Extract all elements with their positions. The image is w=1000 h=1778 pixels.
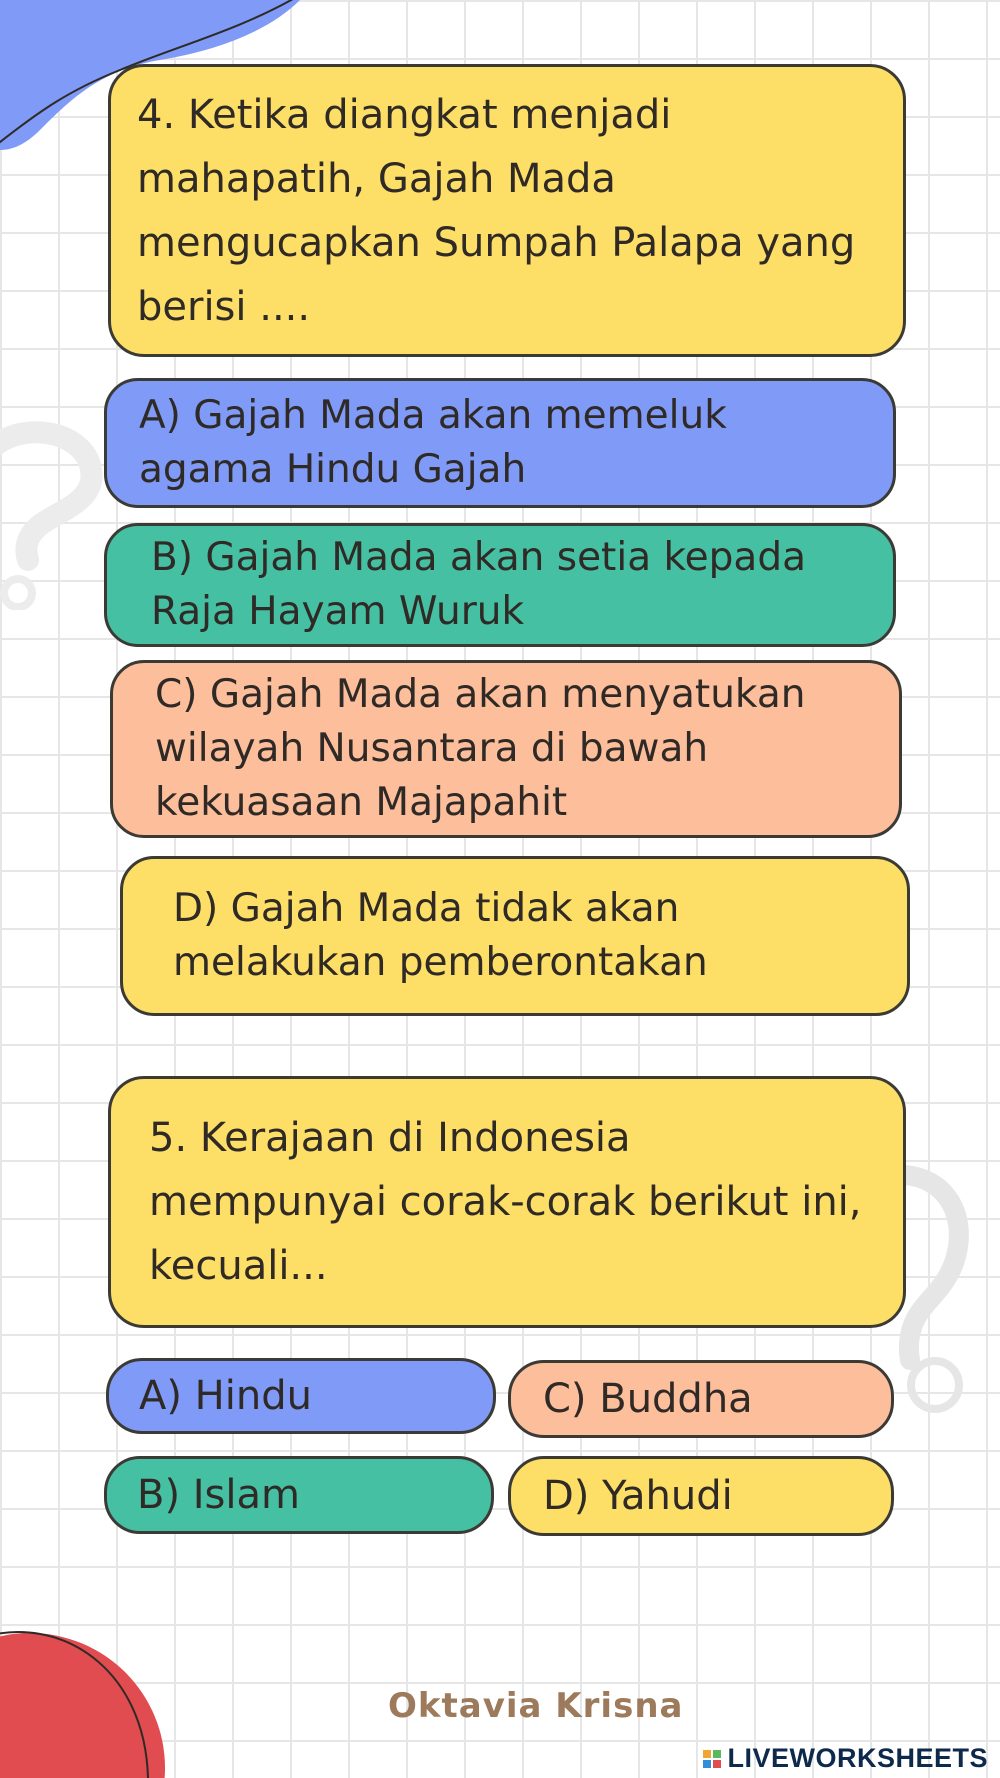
q5-option-c-text: C) Buddha: [543, 1376, 753, 1422]
q5-option-d[interactable]: [508, 1456, 894, 1536]
liveworksheets-brand: [703, 1743, 988, 1774]
q5-option-c[interactable]: [508, 1360, 894, 1438]
question-5-card: [108, 1076, 906, 1328]
q5-option-b[interactable]: [104, 1456, 494, 1534]
question-4-text: 4. Ketika diangkat menjadi mahapatih, Gajah Mada mengucapkan Sumpah Palapa yang berisi ....: [137, 91, 856, 330]
q4-option-d[interactable]: [120, 856, 910, 1016]
brand-text: LIVEWORKSHEETS: [727, 1743, 988, 1773]
liveworksheets-logo-icon: [703, 1750, 721, 1768]
question-4-card: [108, 64, 906, 357]
coral-circle-decoration: [0, 1598, 170, 1778]
q4-option-b-text: B) Gajah Mada akan setia kepada Raja Hayam Wuruk: [151, 535, 806, 634]
q5-option-d-text: D) Yahudi: [543, 1473, 733, 1519]
q4-option-a[interactable]: [104, 378, 896, 508]
q5-option-a-text: A) Hindu: [139, 1373, 312, 1419]
q4-option-d-text: D) Gajah Mada tidak akan melakukan pemberontakan: [173, 886, 708, 985]
q4-option-c-text: C) Gajah Mada akan menyatukan wilayah Nusantara di bawah kekuasaan Majapahit: [155, 672, 806, 825]
q4-option-a-text: A) Gajah Mada akan memeluk agama Hindu Gajah: [139, 393, 727, 492]
q4-option-c[interactable]: [110, 660, 902, 838]
q5-option-a[interactable]: [106, 1358, 496, 1434]
q4-option-b[interactable]: [104, 523, 896, 647]
question-mark-left-icon: [0, 410, 110, 610]
author-name: Oktavia Krisna: [388, 1686, 684, 1726]
q5-option-b-text: B) Islam: [137, 1472, 300, 1518]
question-5-text: 5. Kerajaan di Indonesia mempunyai corak-corak berikut ini, kecuali...: [149, 1115, 862, 1289]
